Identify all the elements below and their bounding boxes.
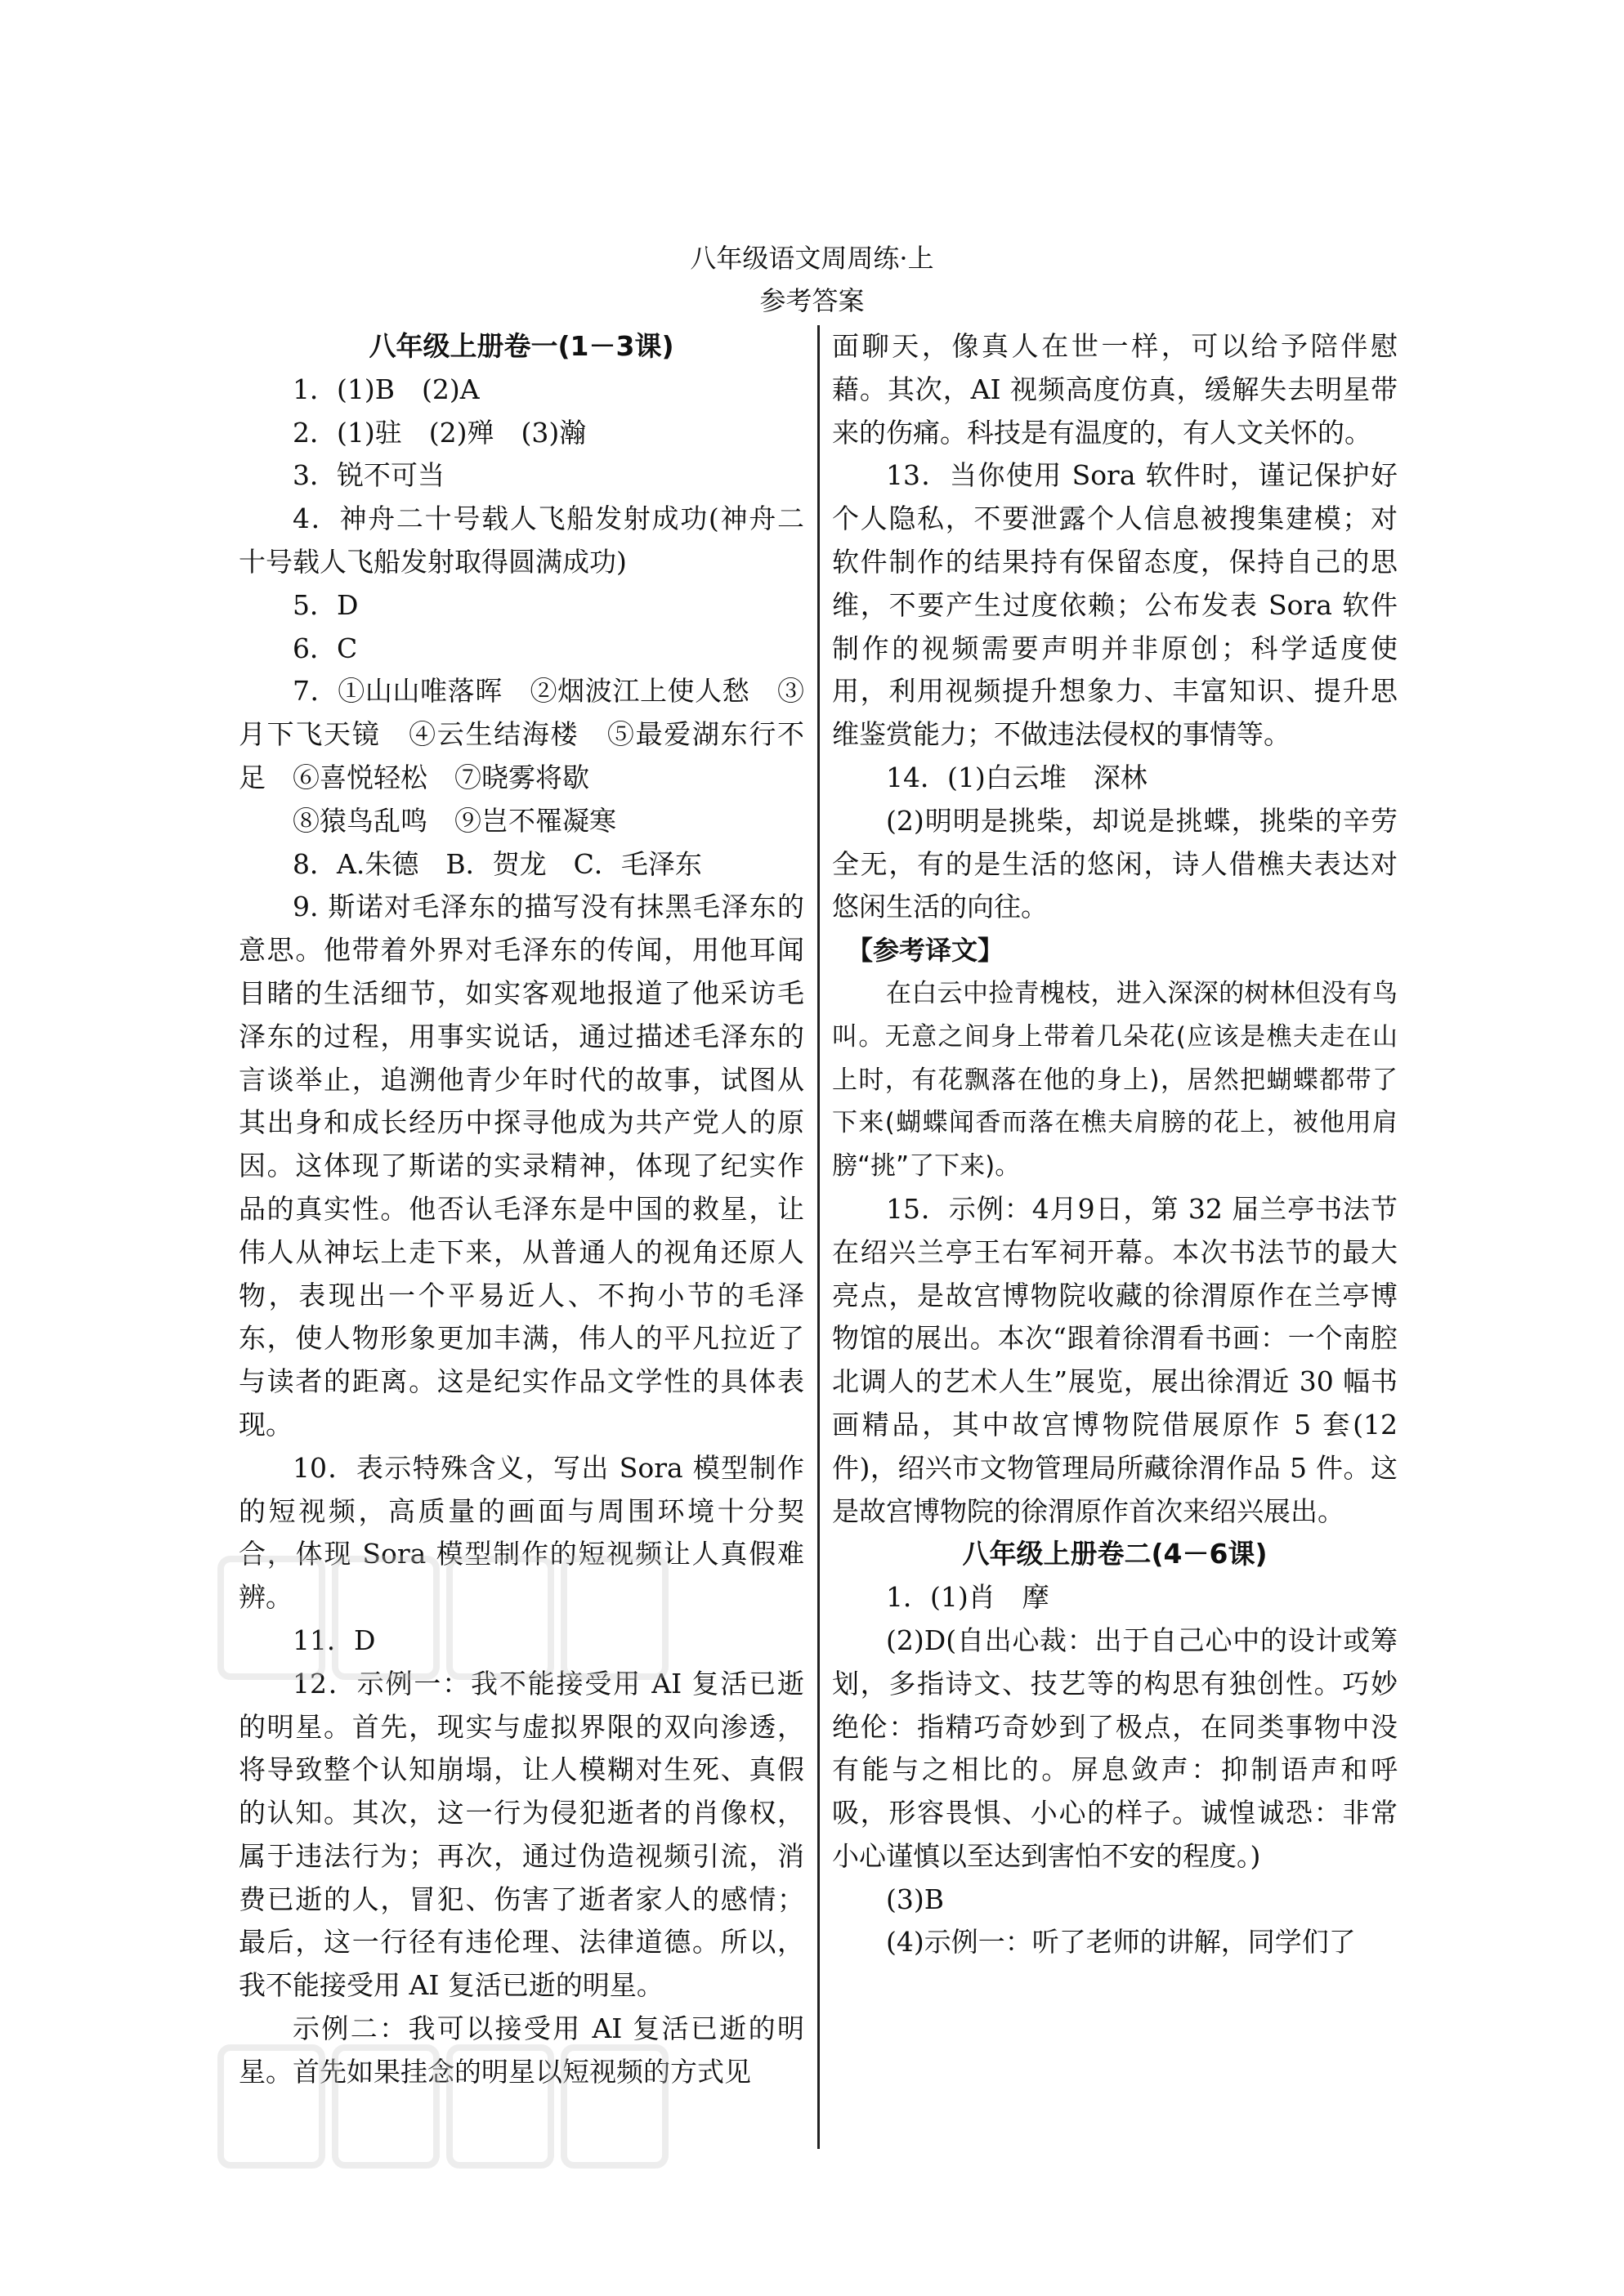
answer-10: 10．表示特殊含义，写出 Sora 模型制作的短视频，高质量的画面与周围环境十分契合，体现 Sora 模型制作的短视频让人真假难辨。 bbox=[239, 1451, 804, 1614]
answer-7: 7．①山山唯落晖 ②烟波江上使人愁 ③月下飞天镜 ④云生结海楼 ⑤最爱湖东行不足 ⑥喜悦轻松 ⑦晓雾将歇 bbox=[239, 675, 804, 793]
watermark-logo bbox=[214, 1544, 672, 1691]
translation-heading: 【参考译文】 bbox=[847, 935, 1004, 967]
answer-12-example-2-cont: 面聊天，像真人在世一样，可以给予陪伴慰藉。其次，AI 视频高度仿真，缓解失去明星带来的伤痛。科技是有温度的，有人文关怀的。 bbox=[832, 330, 1398, 449]
answer-9: 9. 斯诺对毛泽东的描写没有抹黑毛泽东的意思。他带着外界对毛泽东的传闻，用他耳闻目睹的生活细节，如实客观地报道了他采访毛泽东的过程，用事实说话，通过描述毛泽东的言谈举止，追溯他青少年时代的故事，试图从其出身和成长经历中探寻他成为共产党人的原因。这体现了斯诺的实录精神，体现了纪实作品的真实性。他否认毛泽东是中国的救星，让伟人从神坛上走下来，从普通人的视角还原人物，表现出一个平易近人、不拘小节的毛泽东，使人物形象更加丰满，伟人的平凡拉近了与读者的距离。这是纪实作品文学性的具体表现。 bbox=[239, 891, 804, 1441]
answer-5: 5．D bbox=[293, 588, 359, 621]
answer-2-1: 1．(1)肖 摩 bbox=[886, 1581, 1049, 1614]
answer-14: 14．(1)白云堆 深林 bbox=[886, 761, 1148, 793]
answer-14-2: (2)明明是挑柴，却说是挑蝶，挑柴的辛劳全无，有的是生活的悠闲，诗人借樵夫表达对悠闲生活的向往。 bbox=[832, 804, 1398, 923]
answer-2: 2．(1)驻 (2)殚 (3)瀚 bbox=[293, 416, 587, 449]
column-divider bbox=[817, 325, 820, 2149]
answer-13: 13．当你使用 Sora 软件时，谨记保护好个人隐私，不要泄露个人信息被搜集建模；对软件制作的结果持有保留态度，保持自己的思维，不要产生过度依赖；公布发表 Sora 软件制作的视频需要声明并非原创；科学适度使用，利用视频提升想象力、丰富知识、提升思维鉴赏能力；不做违法侵权的事情等。 bbox=[832, 459, 1398, 751]
answer-12: 12．示例一：我不能接受用 AI 复活已逝的明星。首先，现实与虚拟界限的双向渗透，将导致整个认知崩塌，让人模糊对生死、真假的认知。其次，这一行为侵犯逝者的肖像权，属于违法行为；再次，通过伪造视频引流，消费已逝的人，冒犯、伤害了逝者家人的感情；最后，这一行径有违伦理、法律道德。所以，我不能接受用 AI 复活已逝的明星。 bbox=[239, 1667, 804, 2002]
answer-11: 11．D bbox=[293, 1624, 376, 1656]
answer-2-1-3: (3)B bbox=[886, 1883, 944, 1915]
left-column bbox=[239, 325, 804, 2094]
answer-6: 6．C bbox=[293, 632, 358, 664]
answer-7-cont: ⑧猿鸟乱鸣 ⑨岂不罹凝寒 bbox=[293, 804, 616, 837]
right-column bbox=[832, 325, 1398, 1964]
answer-8: 8．A.朱德 B．贺龙 C．毛泽东 bbox=[293, 847, 702, 880]
document-title: 八年级语文周周练·上 bbox=[690, 243, 934, 274]
answer-2-1-4: (4)示例一：听了老师的讲解，同学们了 bbox=[886, 1926, 1356, 1959]
answer-15: 15．示例：4月9日，第 32 届兰亭书法节在绍兴兰亭王右军祠开幕。本次书法节的最大亮点，是故宫博物院收藏的徐渭原作在兰亭博物馆的展出。本次“跟着徐渭看书画：一个南腔北调人的艺术人生”展览，展出徐渭近 30 幅书画精品，其中故宫博物院借展原作 5 套(12 件)，绍兴市文物管理局所藏徐渭作品 5 件。这是故宫博物院的徐渭原作首次来绍兴展出。 bbox=[832, 1192, 1398, 1527]
document-subtitle: 参考答案 bbox=[759, 285, 865, 316]
translation-text: 在白云中捡青槐枝，进入深深的树林但没有鸟叫。无意之间身上带着几朵花(应该是樵夫走在山上时，有花飘落在他的身上)，居然把蝴蝶都带了下来(蝴蝶闻香而落在樵夫肩膀的花上，被他用肩膀“挑”了下来)。 bbox=[832, 978, 1398, 1182]
watermark-logo-2 bbox=[214, 2033, 672, 2180]
watermark-graphic bbox=[214, 1544, 672, 1691]
answer-1: 1．(1)B (2)A bbox=[293, 373, 480, 405]
answer-4: 4．神舟二十号载人飞船发射成功(神舟二十号载人飞船发射取得圆满成功) bbox=[239, 503, 804, 578]
section-heading-1: 八年级上册卷一(1－3课) bbox=[369, 330, 674, 362]
answer-12-example-2: 示例二：我可以接受用 AI 复活已逝的明星。首先如果挂念的明星以短视频的方式见 bbox=[239, 2012, 804, 2088]
watermark-graphic-2 bbox=[214, 2033, 672, 2180]
answer-2-1-2: (2)D(自出心裁：出于自己心中的设计或筹划，多指诗文、技艺等的构思有独创性。巧妙绝伦：指精巧奇妙到了极点，在同类事物中没有能与之相比的。屏息敛声：抑制语声和呼吸，形容畏惧、小心的样子。诚惶诚恐：非常小心谨慎以至达到害怕不安的程度。) bbox=[832, 1624, 1398, 1872]
answer-3: 3．锐不可当 bbox=[293, 459, 445, 492]
section-heading-2: 八年级上册卷二(4－6课) bbox=[962, 1538, 1268, 1570]
